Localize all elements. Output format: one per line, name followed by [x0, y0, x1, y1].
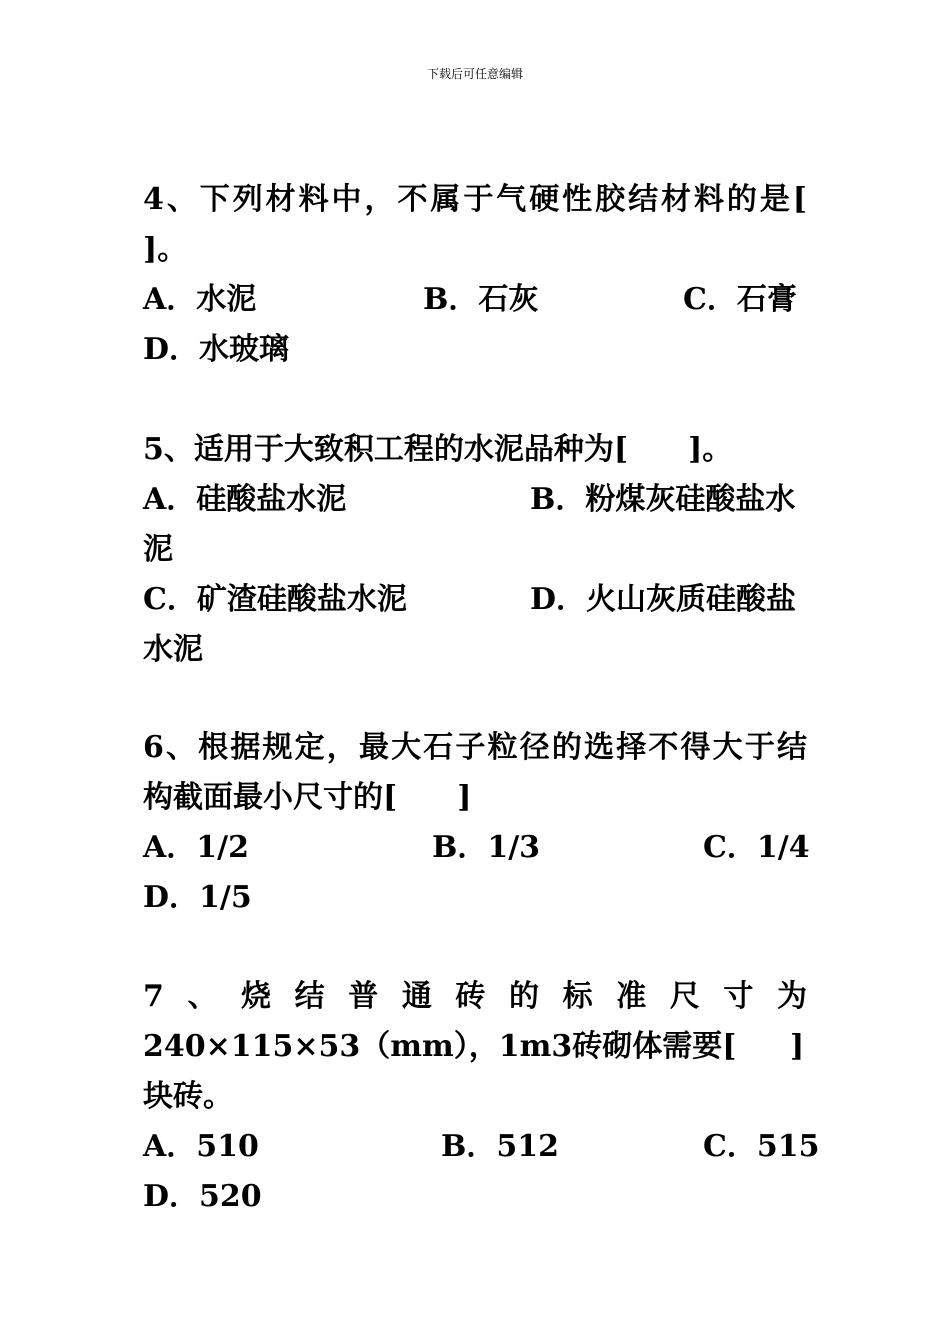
q7-stem-line2-bracket: ] — [790, 1029, 805, 1064]
q4-stem-line1: 4、下列材料中，不属于气硬性胶结材料的是[ — [143, 182, 807, 217]
q5-option-d: D．火山灰质硅酸盐 — [530, 582, 797, 617]
q5-option-a: A．硅酸盐水泥 — [143, 482, 347, 517]
q7-stem-line3: 块砖。 — [143, 1079, 233, 1114]
q5-option-b: B．粉煤灰硅酸盐水 — [530, 482, 796, 517]
q6-stem-line1: 6、根据规定，最大石子粒径的选择不得大于结 — [143, 730, 807, 765]
q5-option-b-continued: 泥 — [143, 532, 173, 567]
q7-option-d: D．520 — [143, 1179, 262, 1214]
q5-option-d-continued: 水泥 — [143, 632, 203, 667]
q6-option-c: C．1/4 — [703, 830, 810, 865]
q4-option-b: B．石灰 — [423, 282, 539, 317]
q4-option-a: A．水泥 — [143, 282, 257, 317]
q7-stem-line1: 7、烧结普通砖的标准尺寸为 — [143, 979, 807, 1014]
q4-option-d: D．水玻璃 — [143, 332, 290, 367]
q7-option-b: B．512 — [441, 1129, 559, 1164]
q6-option-a: A．1/2 — [143, 830, 249, 865]
q5-option-c: C．矿渣硅酸盐水泥 — [143, 582, 407, 617]
q7-option-c: C．515 — [703, 1129, 820, 1164]
q7-option-a: A．510 — [143, 1129, 259, 1164]
q6-option-d: D．1/5 — [143, 880, 252, 915]
q4-option-c: C．石膏 — [683, 282, 797, 317]
q5-stem: 5、适用于大致积工程的水泥品种为[ ]。 — [143, 432, 733, 467]
q7-stem-line2: 240×115×53（mm），1m3砖砌体需要[ — [143, 1029, 737, 1064]
q6-stem-line2: 构截面最小尺寸的[ ] — [143, 780, 472, 815]
q6-option-b: B．1/3 — [432, 830, 541, 865]
q4-stem-line2: ]。 — [143, 232, 188, 267]
page-header: 下载后可任意编辑 — [426, 67, 523, 81]
